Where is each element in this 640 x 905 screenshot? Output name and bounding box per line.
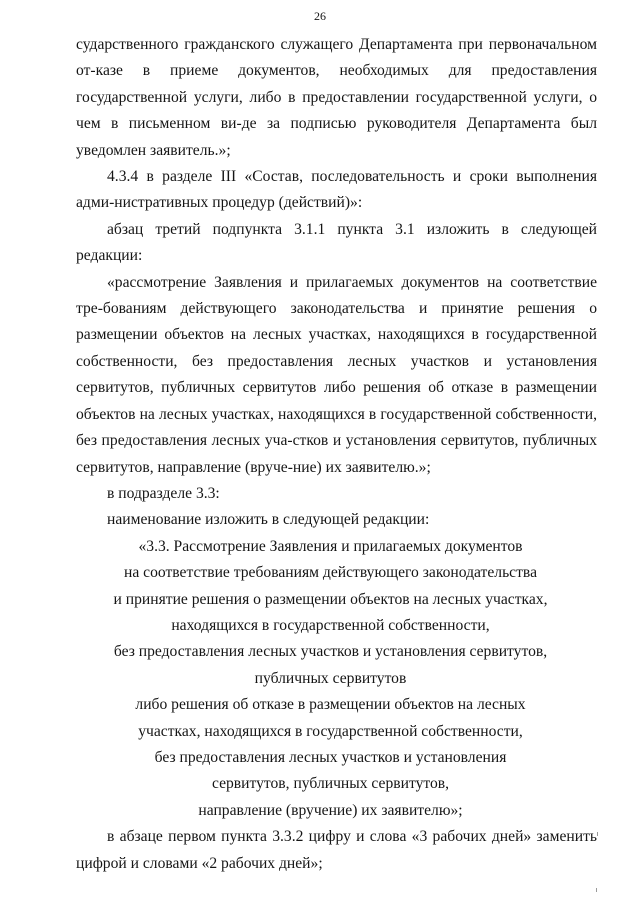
paragraph-clause-3-3-2: в абзаце первом пункта 3.3.2 цифру и слова «3 рабочих дней» заменить цифрой и словами «2 рабочих дней»; [76, 828, 597, 872]
paragraph-amendment-4-3-4: 4.3.4 в разделе III «Состав, последовательность и сроки выполнения адми-нистративных процедур (действий)»: [76, 168, 597, 212]
heading-line: и принятие решения о размещении объектов на лесных участках, [113, 590, 548, 608]
heading-line: сервитутов, публичных сервитутов, [211, 775, 450, 793]
heading-line: либо решения об отказе в размещении объектов на лесных [135, 696, 526, 714]
paragraph-title-instruction: наименование изложить в следующей редакции: [107, 511, 430, 529]
subsection-heading [76, 534, 597, 824]
scan-mark [596, 888, 597, 892]
heading-line: публичных сервитутов [254, 669, 407, 687]
heading-line: без предоставления лесных участков и установления сервитутов, [113, 643, 548, 661]
paragraph-continuation: сударственного гражданского служащего Департамента при первоначальном от-казе в приеме документов, необходимых для предоставления государственной услуги, либо в предоставлении государственной услуги, о чем в письменном ви-де за подписью руководителя Департамента был уведомлен заявитель.»; [76, 36, 597, 159]
heading-line: «3.3. Рассмотрение Заявления и прилагаемых документов [138, 537, 523, 555]
heading-line: направление (вручение) их заявителю»; [198, 801, 463, 819]
paragraph-new-wording: «рассмотрение Заявления и прилагаемых документов на соответствие тре-бованиям действующего законодательства и принятие решения о размещении объектов на лесных участках, находящихся в государственной собственности, без предоставления лесных участков и установления сервитутов, публичных сервитутов либо решения об отказе в размещении объектов на лесных участках, находящихся в государственной собственности, без предоставления лесных уча-стков и установления сервитутов, публичных сервитутов, направление (вруче-ние) их заявителю.»; [76, 273, 597, 476]
heading-line: без предоставления лесных участков и установления [154, 748, 507, 766]
heading-line: на соответствие требованиям действующего законодательства [123, 564, 537, 582]
paragraph-subsection-3-3: в подразделе 3.3: [107, 484, 220, 502]
heading-line: находящихся в государственной собственности, [171, 616, 490, 634]
page-number: 26 [314, 9, 326, 23]
scan-mark [597, 832, 598, 836]
heading-line: участках, находящихся в государственной собственности, [138, 722, 523, 740]
paragraph-subclause-3-1-1: абзац третий подпункта 3.1.1 пункта 3.1 изложить в следующей редакции: [76, 220, 597, 265]
document-body [76, 32, 597, 877]
